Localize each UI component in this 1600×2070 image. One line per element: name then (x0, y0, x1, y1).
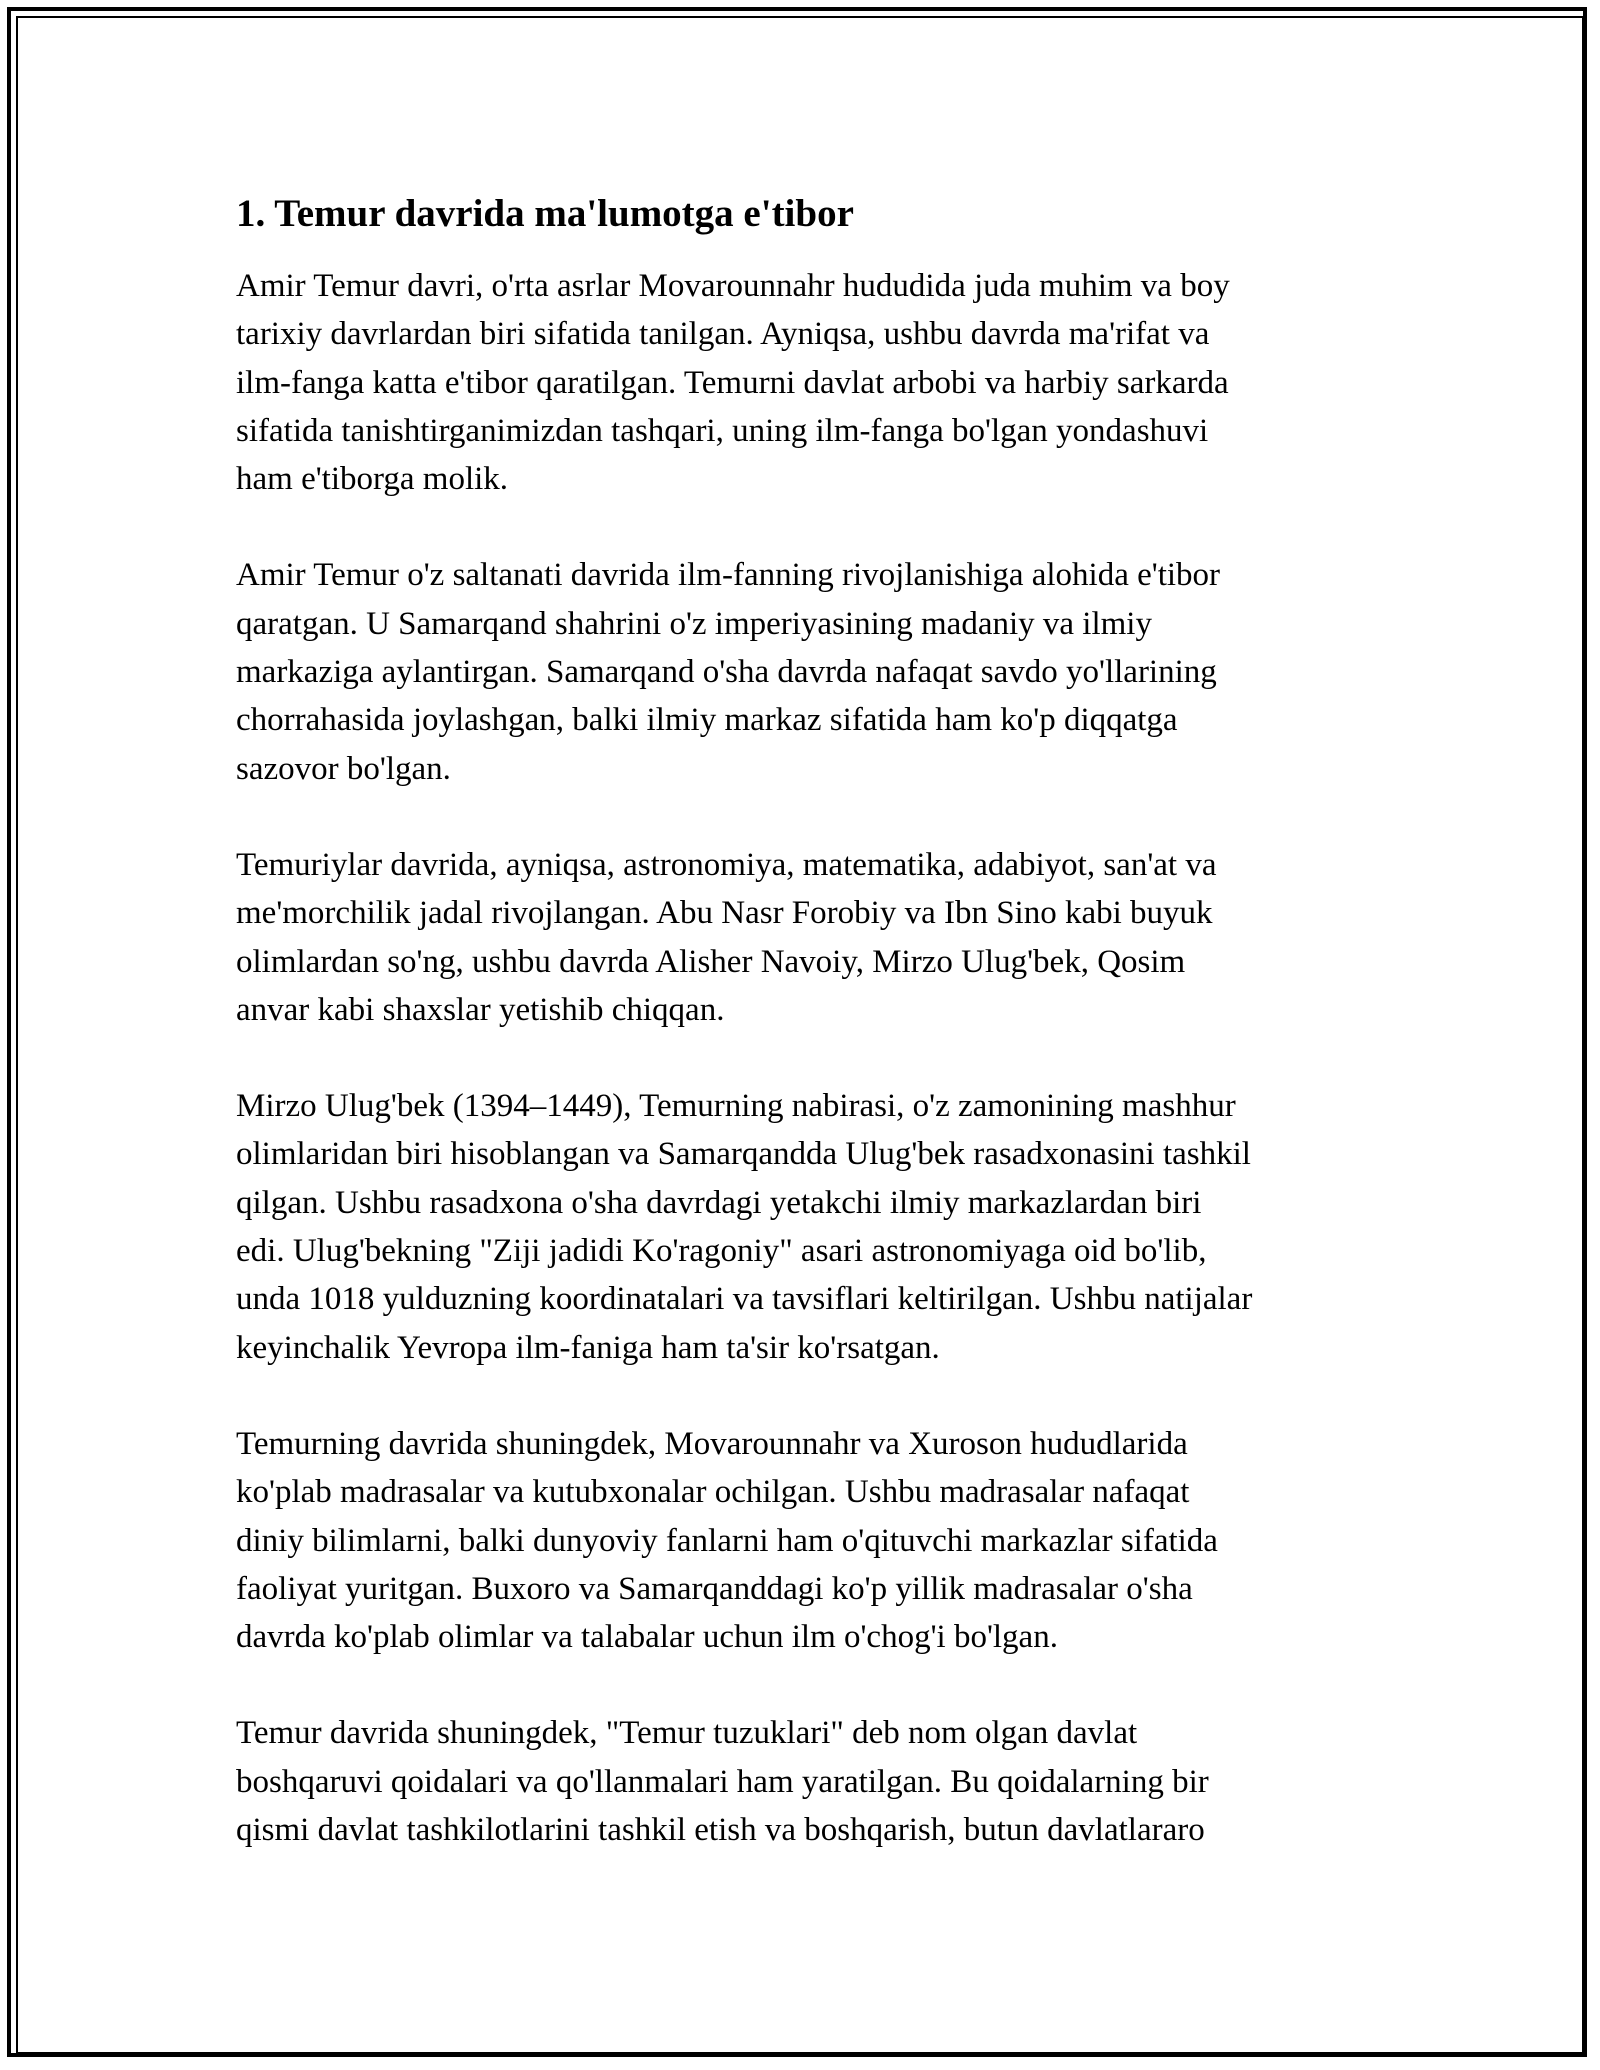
text-line: Temurning davrida shuningdek, Movarounnahr va Xuroson hududlarida (236, 1425, 1188, 1462)
text-line: sifatida tanishtirganimizdan tashqari, uning ilm-fanga bo'lgan yondashuvi (236, 412, 1209, 449)
text-line: qismi davlat tashkilotlarini tashkil etish va boshqarish, butun davlatlararo (236, 1812, 1205, 1849)
text-line: faoliyat yuritgan. Buxoro va Samarqanddagi ko'p yillik madrasalar o'sha (236, 1570, 1193, 1607)
text-line: ko'plab madrasalar va kutubxonalar ochilgan. Ushbu madrasalar nafaqat (236, 1474, 1190, 1511)
text-line: me'morchilik jadal rivojlangan. Abu Nasr Forobiy va Ibn Sino kabi buyuk (236, 895, 1213, 932)
text-line: boshqaruvi qoidalari va qo'llanmalari ham yaratilgan. Bu qoidalarning bir (236, 1763, 1209, 1800)
text-line: olimlaridan biri hisoblangan va Samarqandda Ulug'bek rasadxonasini tashkil (236, 1136, 1251, 1173)
paragraph-list (236, 262, 1376, 1854)
text-line: olimlardan so'ng, ushbu davrda Alisher Navoiy, Mirzo Ulug'bek, Qosim (236, 943, 1186, 980)
text-line: tarixiy davrlardan biri sifatida tanilgan. Ayniqsa, ushbu davrda ma'rifat va (236, 316, 1210, 353)
text-line: ham e'tiborga molik. (236, 461, 509, 498)
text-line: keyinchalik Yevropa ilm-faniga ham ta'sir ko'rsatgan. (236, 1329, 940, 1366)
body-paragraph (236, 841, 1376, 1034)
text-line: unda 1018 yulduzning koordinatalari va tavsiflari keltirilgan. Ushbu natijalar (236, 1281, 1253, 1318)
text-line: Mirzo Ulug'bek (1394–1449), Temurning nabirasi, o'z zamonining mashhur (236, 1088, 1236, 1125)
text-line: Temur davrida shuningdek, "Temur tuzuklari" deb nom olgan davlat (236, 1715, 1138, 1752)
text-line: chorrahasida joylashgan, balki ilmiy markaz sifatida ham ko'p diqqatga (236, 702, 1178, 739)
text-line: ilm-fanga katta e'tibor qaratilgan. Temurni davlat arbobi va harbiy sarkarda (236, 364, 1229, 401)
body-paragraph (236, 551, 1376, 792)
body-paragraph (236, 262, 1376, 503)
text-line: diniy bilimlarni, balki dunyoviy fanlarni ham o'qituvchi markazlar sifatida (236, 1522, 1218, 1559)
document-body (236, 190, 1376, 1902)
text-line: edi. Ulug'bekning "Ziji jadidi Ko'ragoniy" asari astronomiyaga oid bo'lib, (236, 1233, 1207, 1270)
text-line: sazovor bo'lgan. (236, 750, 451, 787)
text-line: Amir Temur davri, o'rta asrlar Movarounnahr hududida juda muhim va boy (236, 268, 1230, 304)
text-line: Amir Temur o'z saltanati davrida ilm-fanning rivojlanishiga alohida e'tibor (236, 557, 1221, 594)
text-line: anvar kabi shaxslar yetishib chiqqan. (236, 991, 725, 1028)
text-line: qaratgan. U Samarqand shahrini o'z imperiyasining madaniy va ilmiy (236, 605, 1152, 642)
body-paragraph (236, 1082, 1376, 1372)
text-line: qilgan. Ushbu rasadxona o'sha davrdagi yetakchi ilmiy markazlardan biri (236, 1184, 1202, 1221)
text-line: Temuriylar davrida, ayniqsa, astronomiya, matematika, adabiyot, san'at va (236, 846, 1217, 883)
text-line: davrda ko'plab olimlar va talabalar uchun ilm o'chog'i bo'lgan. (236, 1619, 1058, 1656)
body-paragraph (236, 1420, 1376, 1661)
body-paragraph (236, 1709, 1376, 1854)
section-heading: 1. Temur davrida ma'lumotga e'tibor (236, 192, 854, 235)
text-line: markaziga aylantirgan. Samarqand o'sha davrda nafaqat savdo yo'llarining (236, 654, 1217, 691)
